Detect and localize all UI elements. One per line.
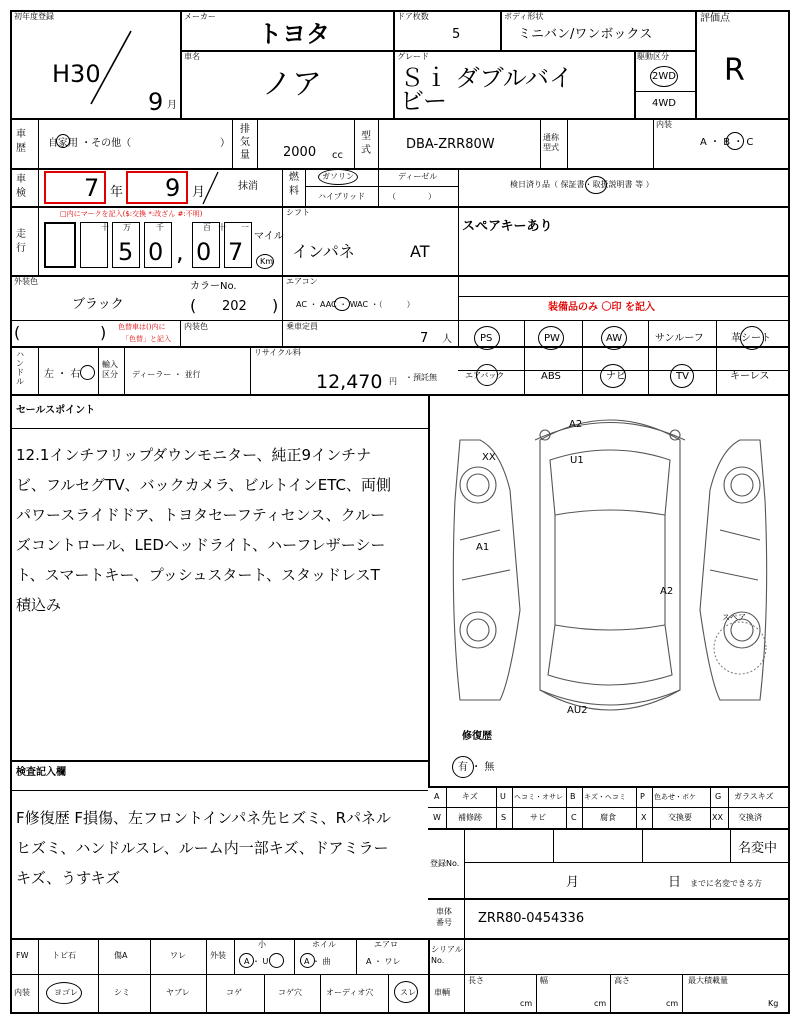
doors-label: ドア枚数: [397, 12, 429, 21]
type-label: 型式: [361, 131, 371, 156]
color-no-label: カラーNo.: [190, 281, 237, 292]
equip-airbag: エアバック: [465, 371, 505, 380]
first-reg-month: 9: [148, 88, 164, 116]
int-paren-open: (: [14, 323, 21, 342]
odo-unit-1: 万: [123, 223, 131, 232]
km-circle: [256, 254, 274, 269]
fuel-diesel: ディーゼル: [398, 172, 438, 181]
recycle-unit: 円: [389, 377, 397, 386]
height-label: 高さ: [614, 976, 630, 985]
fuel-other: （ ）: [388, 192, 436, 201]
ext-small-circle-a: [239, 953, 254, 968]
legend-a: A: [434, 792, 440, 801]
serial-label: シリアルNo.: [431, 945, 463, 965]
legend-c: C: [571, 813, 577, 822]
equip-navi-circle: [600, 364, 626, 388]
grade-line2: ビー: [400, 87, 448, 115]
legend-xx-text: 交換済: [738, 813, 762, 822]
legend-xx: XX: [712, 813, 723, 822]
legend-x-text: 交換要: [668, 813, 692, 822]
equip-ps: PS: [480, 333, 493, 344]
color-no-open: (: [190, 296, 197, 315]
spare-tire-icon: [710, 618, 770, 678]
ext-small-circle-u: [269, 953, 284, 968]
grade-line1: Ｓｉ ダブルバイ: [400, 64, 573, 92]
sales-line: ト、スマートキー、プッシュスタート、スタッドレスT: [16, 566, 380, 584]
score-value: R: [724, 53, 745, 88]
capacity-label: 乗車定員: [286, 322, 318, 331]
mile-label: マイル: [254, 231, 284, 242]
sales-line: ズコントロール、LEDヘッドライト、ハーフレザーシー: [16, 536, 386, 554]
legend-u-text: ヘコミ・オサレ: [514, 793, 563, 801]
int-label: 内装: [14, 988, 30, 997]
type-value: DBA-ZRR80W: [406, 137, 495, 152]
equip-pw-circle: [538, 326, 564, 350]
insp-slash: [200, 170, 220, 206]
mileage-legend: □内にマークを記入($:交換 *:改ざん #:不明): [60, 210, 203, 218]
sales-line: ビ、フルセグTV、バックカメラ、ビルトインETC、両側: [16, 476, 391, 494]
int-audio-hole: オーディオ穴: [326, 988, 374, 997]
equip-tv-circle: [670, 364, 694, 388]
sales-points-title: セールスポイント: [16, 405, 96, 416]
ext-label: 外装: [210, 951, 226, 960]
repair-history-label: 修復歴: [462, 731, 492, 742]
drive-2wd-circle: [650, 66, 678, 87]
damage-mark-front: A2: [569, 419, 583, 430]
remarks-text: スペアキーあり: [462, 219, 553, 234]
mileage-label: 走行: [16, 229, 26, 254]
int-burn: コゲ: [226, 988, 242, 997]
interior-grades: A ・ B ・ C: [700, 137, 754, 148]
ac-circle: [334, 297, 350, 311]
ext-small-value: A ・ U: [244, 957, 269, 966]
note-line2: 「色替」と記入: [122, 335, 171, 343]
sales-points-text: [16, 440, 422, 620]
fw-chip: トビ石: [52, 951, 76, 960]
legend-x: X: [641, 813, 647, 822]
equip-ps-circle: [474, 326, 500, 350]
recycle-deposit: ・預託無: [405, 373, 437, 382]
legend-p: P: [640, 792, 645, 801]
interior-grade-circle: [726, 132, 744, 150]
width-label: 幅: [540, 976, 548, 985]
equipment-title: 装備品のみ 〇印 を記入: [548, 302, 655, 313]
registration-label: 登録No.: [430, 859, 460, 868]
shift-position: インパネ: [292, 242, 355, 261]
ac-value: AC ・ AAC ・ WAC ・（ ）: [296, 300, 415, 309]
handle-value: 左 ・ 右: [44, 369, 81, 380]
ext-aero-value: A ・ ワレ: [366, 957, 401, 966]
int-stain: ヨゴレ: [54, 988, 78, 997]
shift-label: シフト: [286, 208, 310, 217]
chassis-label: 車体番号: [436, 907, 452, 927]
ext-wheel-value: A ・ 曲: [304, 957, 331, 966]
score-label: 評価点: [700, 13, 730, 24]
equip-tv: TV: [676, 371, 689, 382]
damage-mark-left-front: XX: [482, 452, 496, 463]
length-label: 長さ: [468, 976, 484, 985]
dims-label: 車輌: [434, 988, 450, 997]
reg-deadline: までに名変できる方: [690, 879, 762, 888]
equip-navi: ナビ: [606, 371, 626, 382]
capacity-unit: 人: [442, 334, 452, 345]
fuel-gasoline: ガソリン: [322, 172, 354, 181]
odo-unit-2: 千: [156, 223, 164, 232]
fuel-gas-circle: [318, 169, 358, 185]
year-unit: 年: [110, 185, 124, 200]
history-value: 自家用 ・その他（: [48, 138, 132, 149]
equip-aw: AW: [606, 333, 623, 344]
odo-box-0: [44, 222, 76, 268]
ext-color-label: 外装色: [14, 277, 38, 286]
history-circle: [56, 134, 70, 148]
odo-comma: ,: [176, 238, 184, 266]
model-value: ノア: [262, 67, 322, 102]
equip-abs: ABS: [541, 371, 561, 382]
damage-mark-roof: U1: [570, 455, 584, 466]
odo-digit-5: 7: [228, 238, 244, 266]
legend-a-text: キズ: [462, 792, 478, 801]
repair-history-value: 有 ・ 無: [458, 762, 495, 773]
docs-circle: [585, 176, 607, 194]
first-reg-year: H30: [52, 60, 101, 88]
first-reg-label: 初年度登録: [14, 12, 54, 21]
drive-label: 駆動区分: [637, 52, 669, 61]
equip-aw-circle: [601, 326, 627, 350]
insp-year: 7: [84, 174, 100, 202]
height-unit: cm: [666, 999, 679, 1008]
odo-digit-1: 5: [118, 238, 134, 266]
docs-text: 検日済り品（ 保証書・取扱説明書 等 ）: [510, 180, 654, 189]
equip-airbag-circle: [476, 364, 498, 386]
damage-mark-right-door: A2: [660, 586, 674, 597]
month-unit: 月: [192, 185, 206, 200]
displacement-label: 排気量: [240, 124, 250, 161]
fuel-label: 燃料: [289, 172, 299, 197]
equip-leather-circle: [740, 326, 764, 350]
color-no-value: 202: [222, 299, 247, 314]
legend-w: W: [433, 813, 441, 822]
ext-color-value: ブラック: [72, 297, 124, 312]
equip-keyless: キーレス: [730, 371, 770, 382]
inspection-notes: [16, 803, 422, 893]
odo-unit-5: 一: [241, 223, 249, 232]
legend-w-text: 補修跡: [458, 813, 482, 822]
fw-label: FW: [16, 951, 29, 960]
int-wear-circle: [394, 981, 418, 1003]
equip-leather: 革シート: [731, 333, 771, 344]
model-label: 車名: [184, 52, 200, 61]
legend-u: U: [500, 792, 506, 801]
int-burn-hole: コゲ穴: [278, 988, 302, 997]
odo-digit-4: 0: [196, 238, 212, 266]
ext-wheel-circle: [300, 953, 315, 968]
legend-s: S: [501, 813, 507, 822]
int-tear: ヤブレ: [166, 988, 190, 997]
repair-yes-circle: [452, 756, 474, 778]
legend-s-text: サビ: [530, 813, 546, 822]
common-type-label: 通称型式: [543, 133, 559, 152]
legend-c-text: 腐食: [600, 813, 616, 822]
damage-mark-rear: AU2: [567, 705, 588, 716]
color-no-close: ): [272, 296, 279, 315]
ext-aero-label: エアロ: [374, 940, 398, 949]
capacity-value: 7: [420, 331, 429, 346]
drive-4wd: 4WD: [652, 98, 676, 109]
legend-g: G: [715, 792, 722, 801]
int-wear: スレ: [400, 988, 416, 997]
interior-label: 内装: [656, 120, 672, 129]
import-label: 輸入区分: [102, 360, 118, 379]
drive-2wd: 2WD: [652, 71, 676, 82]
km-label: Km: [260, 257, 274, 266]
width-unit: cm: [594, 999, 607, 1008]
maker-label: メーカー: [184, 12, 216, 21]
shift-type: AT: [410, 242, 430, 261]
note-line1: 色替車は()内に: [118, 323, 166, 331]
displacement-value: 2000: [283, 145, 317, 160]
history-close: ）: [220, 138, 230, 149]
reg-month: 月: [566, 875, 580, 890]
history-label: 車歴: [16, 129, 26, 154]
legend-g-text: ガラスキズ: [734, 792, 774, 801]
import-value: ディーラー ・ 並行: [132, 370, 201, 379]
odo-digit-2: 0: [148, 238, 164, 266]
first-reg-month-unit: 月: [167, 100, 177, 111]
cancelled-label: 抹消: [238, 181, 258, 192]
reg-day: 日: [668, 875, 682, 890]
grade-label: グレード: [397, 52, 429, 61]
body-value: ミニバン/ワンボックス: [518, 27, 653, 42]
displacement-unit: cc: [332, 150, 343, 161]
insp-month: 9: [165, 174, 181, 202]
equip-sunroof: サンルーフ: [655, 333, 704, 344]
odo-unit-0: 十: [101, 223, 109, 232]
doors-value: 5: [452, 27, 461, 42]
handle-circle: [80, 365, 95, 380]
recycle-value: 12,470: [316, 371, 383, 393]
int-spot: シミ: [114, 988, 130, 997]
reg-date-slash: [85, 28, 135, 108]
ext-small-label: 小: [258, 940, 266, 949]
inspection-label: 車検: [16, 174, 26, 199]
inspection-line: F修復歴 F損傷、左フロントインパネ先ヒズミ、Rパネル: [16, 809, 392, 827]
inspection-line: キズ、うすキズ: [16, 869, 121, 887]
maker-value: トヨタ: [258, 20, 330, 48]
sales-line: 積込み: [16, 596, 62, 614]
fw-crack: ワレ: [170, 951, 186, 960]
meihen-text: 名変中: [738, 841, 778, 856]
legend-b-text: キズ・ヘコミ: [584, 793, 626, 801]
inspection-notes-title: 検査記入欄: [16, 767, 66, 778]
sales-line: パワースライドドア、トヨタセーフティセンス、クルー: [16, 506, 386, 524]
int-color-label: 内装色: [184, 322, 208, 331]
spare-label: スペア: [722, 613, 746, 622]
damage-mark-left-door: A1: [476, 542, 490, 553]
handle-label: ハンドル: [16, 350, 24, 386]
equip-pw: PW: [544, 333, 560, 344]
sales-line: 12.1インチフリップダウンモニター、純正9インチナ: [16, 446, 372, 464]
inspection-line: ヒズミ、ハンドルスレ、ルーム内一部キズ、ドアミラー: [16, 839, 389, 857]
length-unit: cm: [520, 999, 533, 1008]
fw-scratch: 傷A: [114, 951, 128, 960]
legend-b: B: [570, 792, 576, 801]
int-stain-circle: [46, 982, 82, 1004]
odo-unit-3: 百: [203, 223, 211, 232]
ac-label: エアコン: [286, 277, 318, 286]
max-load-unit: Kg: [768, 999, 779, 1008]
max-load-label: 最大積載量: [688, 976, 728, 985]
chassis-value: ZRR80-0454336: [478, 911, 585, 926]
odo-unit-4: 十: [218, 223, 226, 232]
body-label: ボディ形状: [504, 12, 544, 21]
recycle-label: リサイクル料: [254, 348, 301, 357]
int-paren-close: ): [100, 323, 107, 342]
fuel-hybrid: ハイブリッド: [318, 192, 366, 201]
legend-p-text: 色あせ・ボケ: [654, 793, 696, 801]
ext-wheel-label: ホイル: [312, 940, 336, 949]
